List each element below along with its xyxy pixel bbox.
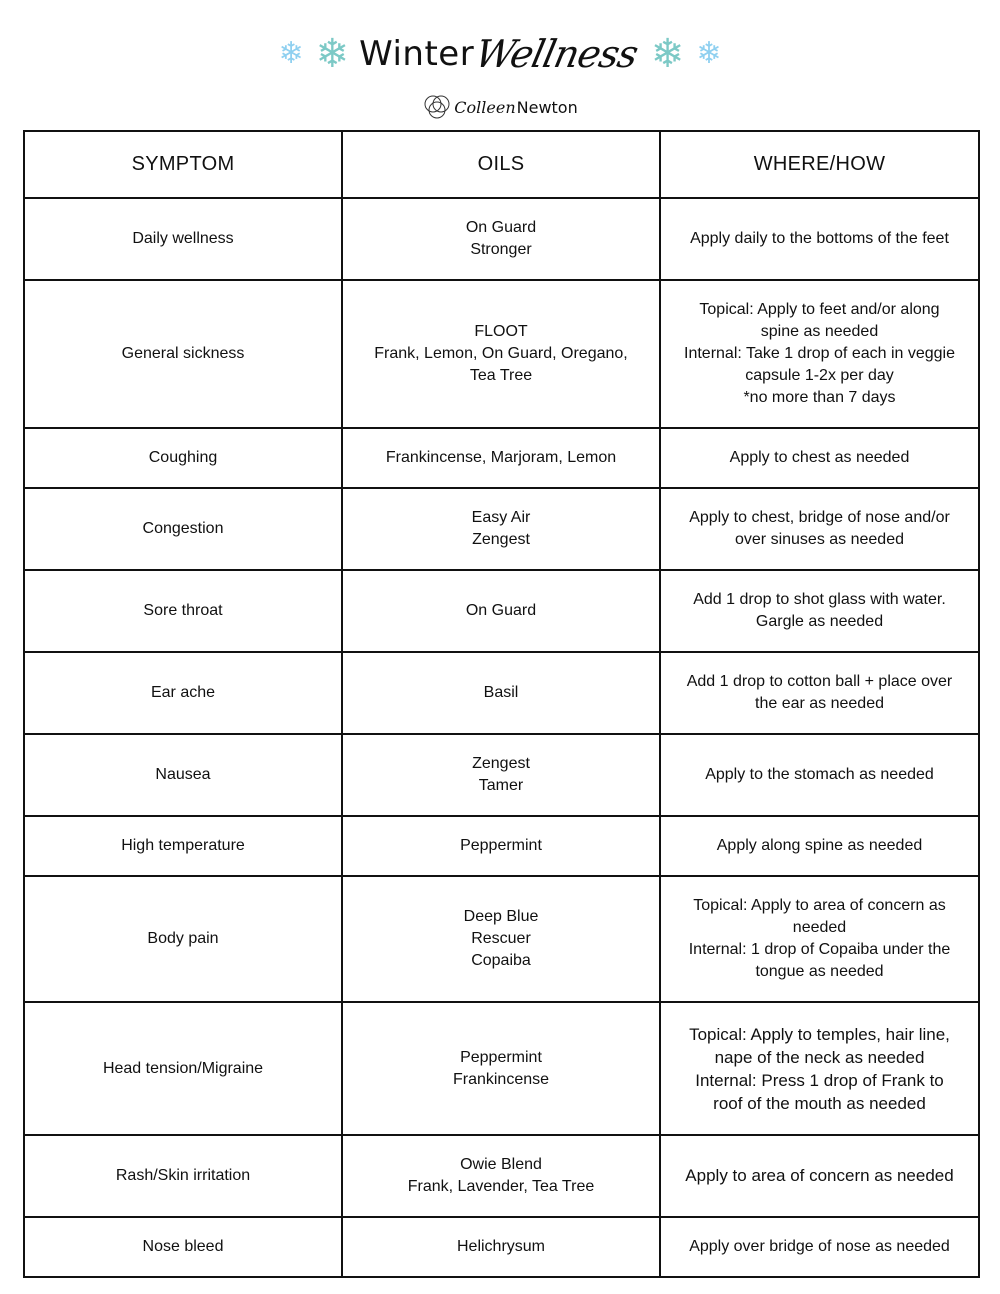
title-script: Wellness	[471, 32, 642, 76]
logo-script: Colleen	[454, 97, 516, 117]
oil-line: On Guard	[465, 602, 537, 619]
oils-cell	[342, 428, 660, 488]
table-row	[24, 488, 979, 570]
table-row	[24, 652, 979, 734]
instruction-line: Apply to area of concern as needed	[685, 1166, 954, 1185]
instruction-line: needed	[792, 919, 847, 936]
instruction-line: spine as needed	[760, 323, 879, 340]
instruction-line: nape of the neck as needed	[714, 1047, 925, 1067]
instruction-line: Internal: Press 1 drop of Frank to	[695, 1070, 944, 1090]
where-how-cell	[660, 280, 979, 428]
oil-line: Peppermint	[460, 1048, 542, 1066]
table-row	[24, 1002, 979, 1135]
oil-line: Rescuer	[471, 930, 531, 947]
instruction-line: Internal: 1 drop of Copaiba under the	[688, 941, 951, 958]
instruction-line: Apply to chest as needed	[729, 449, 910, 466]
oils-cell	[342, 198, 660, 280]
oils-cell	[342, 488, 660, 570]
snowflake-icon: ❄	[650, 31, 685, 77]
symptom-cell: Daily wellness	[24, 198, 342, 280]
where-how-cell	[660, 816, 979, 876]
where-how-cell	[660, 652, 979, 734]
instruction-line: *no more than 7 days	[743, 389, 896, 406]
where-how-cell	[660, 876, 979, 1002]
logo-mark-icon	[422, 93, 452, 121]
where-how-cell	[660, 428, 979, 488]
oils-cell	[342, 876, 660, 1002]
instruction-line: capsule 1-2x per day	[745, 367, 894, 384]
where-how-cell	[660, 1135, 979, 1217]
oils-cell	[342, 816, 660, 876]
instruction-line: Apply over bridge of nose as needed	[689, 1238, 950, 1255]
instruction-line: Apply to chest, bridge of nose and/or	[689, 509, 950, 526]
oil-line: Frankincense	[452, 1070, 550, 1088]
table-row	[24, 1217, 979, 1277]
oil-line: Frank, Lavender, Tea Tree	[407, 1178, 595, 1195]
oil-line: Tea Tree	[469, 367, 533, 384]
where-how-cell	[660, 1217, 979, 1277]
column-header-oils: OILS	[342, 131, 660, 198]
symptom-cell: Nose bleed	[24, 1217, 342, 1277]
table-row	[24, 734, 979, 816]
instruction-line: Topical: Apply to area of concern as	[693, 897, 946, 914]
where-how-cell	[660, 570, 979, 652]
oil-line: Peppermint	[460, 837, 542, 854]
instruction-line: Gargle as needed	[755, 613, 884, 630]
instruction-line: Topical: Apply to feet and/or along	[699, 301, 940, 318]
oils-cell	[342, 280, 660, 428]
column-header-symptom: SYMPTOM	[24, 131, 342, 198]
title-row	[0, 22, 1000, 86]
where-how-cell	[660, 488, 979, 570]
instruction-line: Internal: Take 1 drop of each in veggie	[684, 345, 955, 362]
oil-line: Tamer	[478, 777, 524, 794]
table-row	[24, 876, 979, 1002]
instruction-line: tongue as needed	[755, 963, 884, 980]
oil-line: On Guard	[465, 219, 537, 236]
oil-line: Stronger	[470, 241, 532, 258]
snowflake-icon: ❄	[278, 36, 304, 71]
table-body	[24, 198, 979, 1277]
table-header-row	[24, 131, 979, 198]
instruction-line: Add 1 drop to cotton ball + place over	[686, 673, 953, 690]
instruction-line: Apply to the stomach as needed	[705, 766, 934, 783]
oil-line: Copaiba	[471, 952, 531, 969]
oil-line: Zengest	[472, 531, 530, 548]
instruction-line: over sinuses as needed	[735, 531, 904, 548]
instruction-line: the ear as needed	[755, 695, 884, 712]
column-header-where-how: WHERE/HOW	[660, 131, 979, 198]
instruction-line: Apply along spine as needed	[716, 837, 923, 854]
symptom-cell: Coughing	[24, 428, 342, 488]
oils-cell	[342, 652, 660, 734]
where-how-cell	[660, 1002, 979, 1135]
page-header	[0, 0, 1000, 130]
instruction-line: Topical: Apply to temples, hair line,	[689, 1024, 950, 1044]
table-row	[24, 428, 979, 488]
instruction-line: Add 1 drop to shot glass with water.	[693, 591, 946, 608]
oils-cell	[342, 1217, 660, 1277]
table-row	[24, 570, 979, 652]
title-main: Winter	[359, 34, 475, 74]
symptom-cell: Body pain	[24, 876, 342, 1002]
symptom-cell: High temperature	[24, 816, 342, 876]
oil-line: Frank, Lemon, On Guard, Oregano,	[374, 345, 628, 362]
oil-line: Frankincense, Marjoram, Lemon	[385, 449, 617, 466]
table-row	[24, 816, 979, 876]
symptom-cell: Ear ache	[24, 652, 342, 734]
symptom-cell: General sickness	[24, 280, 342, 428]
oils-cell	[342, 734, 660, 816]
oils-cell	[342, 1135, 660, 1217]
symptom-cell: Rash/Skin irritation	[24, 1135, 342, 1217]
symptom-cell: Congestion	[24, 488, 342, 570]
oil-line: Deep Blue	[463, 908, 539, 925]
instruction-line: roof of the mouth as needed	[713, 1093, 926, 1113]
snowflake-icon: ❄	[315, 31, 350, 77]
instruction-line: Apply daily to the bottoms of the feet	[690, 230, 949, 247]
oils-cell	[342, 1002, 660, 1135]
table-row	[24, 280, 979, 428]
table-row	[24, 198, 979, 280]
symptom-cell: Head tension/Migraine	[24, 1002, 342, 1135]
symptom-cell: Nausea	[24, 734, 342, 816]
logo-name: Newton	[516, 97, 578, 117]
snowflake-icon: ❄	[696, 36, 722, 71]
oils-cell	[342, 570, 660, 652]
oil-line: Owie Blend	[460, 1156, 542, 1173]
table-row	[24, 1135, 979, 1217]
oil-line: FLOOT	[474, 323, 528, 340]
oil-line: Helichrysum	[456, 1238, 545, 1255]
where-how-cell	[660, 198, 979, 280]
logo	[0, 91, 1000, 123]
oil-line: Zengest	[472, 755, 530, 772]
where-how-cell	[660, 734, 979, 816]
wellness-table	[23, 130, 980, 1278]
symptom-cell: Sore throat	[24, 570, 342, 652]
oil-line: Basil	[483, 684, 519, 701]
oil-line: Easy Air	[471, 509, 531, 526]
